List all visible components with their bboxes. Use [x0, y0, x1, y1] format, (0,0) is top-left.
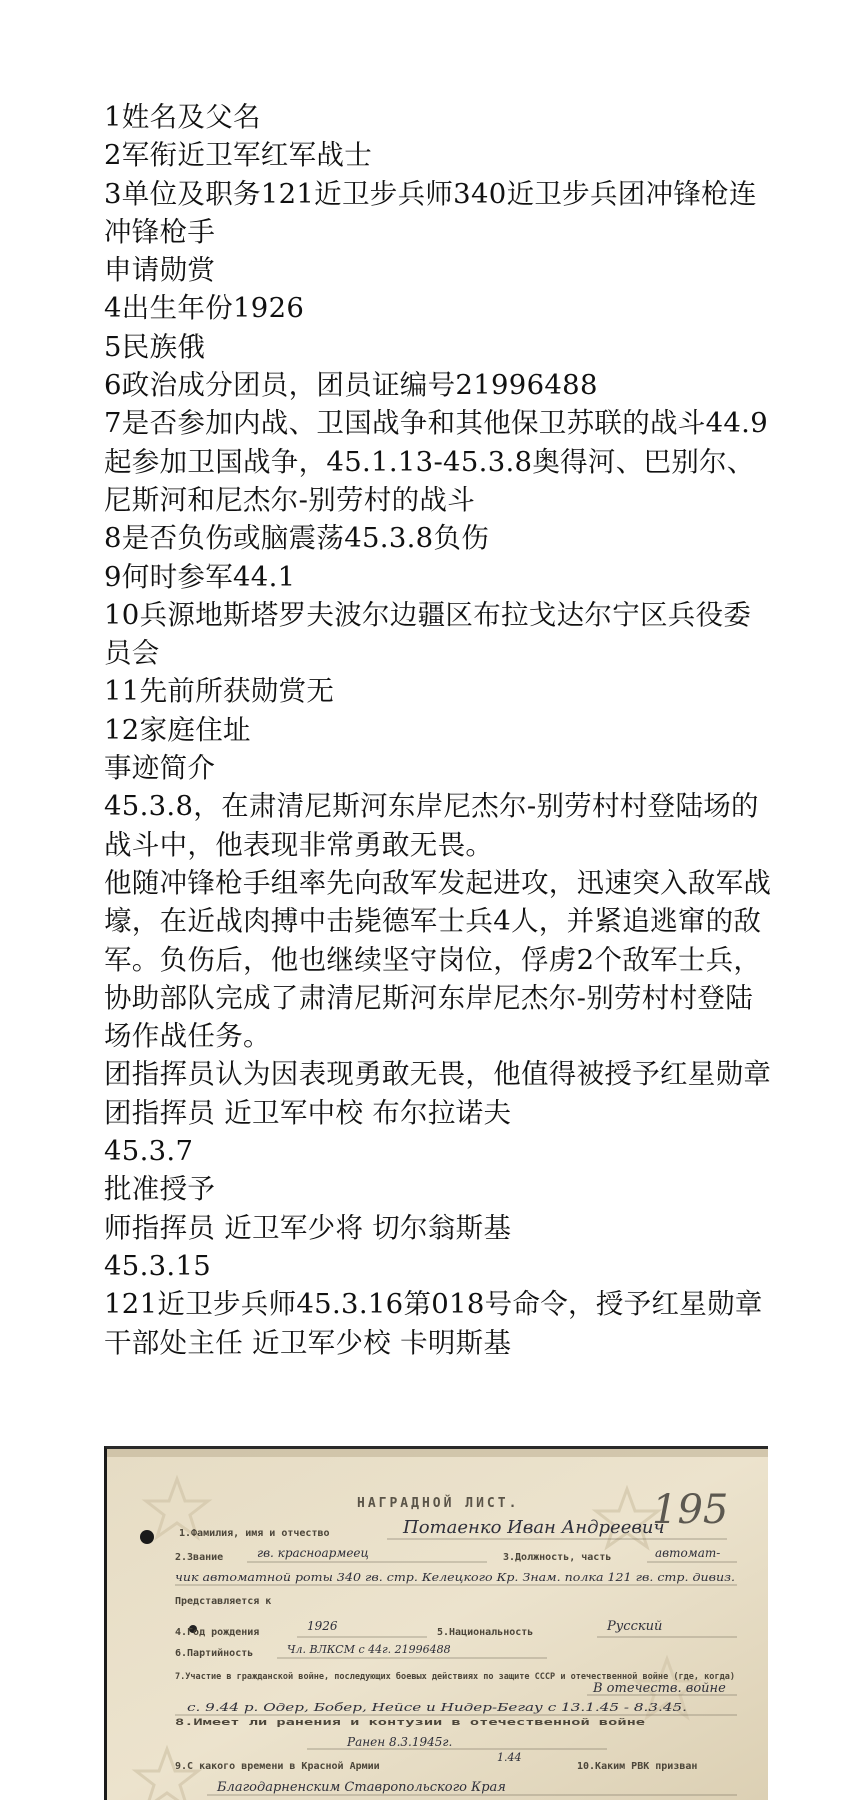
- text-line: 3单位及职务121近卫步兵师340近卫步兵团冲锋枪连冲锋枪手: [104, 177, 757, 248]
- text-line: 事迹简介: [104, 752, 216, 785]
- scan-handwritten-entry: Чл. ВЛКСМ с 44г. 21996488: [287, 1643, 451, 1656]
- text-line: 5民族俄: [104, 330, 206, 363]
- scan-printed-label: 6.Партийность: [175, 1648, 254, 1659]
- text-line: 9何时参军44.1: [104, 560, 296, 593]
- text-line: 2军衔近卫军红军战士: [104, 139, 372, 172]
- scan-handwritten-entry: чик автоматной роты 340 гв. стр. Келецкого Кр. Знам. полка 121 гв. стр. дивиз.: [175, 1571, 735, 1584]
- text-line: 4出生年份1926: [104, 292, 305, 325]
- scan-handwritten-entry: 1.44: [497, 1751, 522, 1764]
- award-sheet-image: [107, 1449, 768, 1800]
- scan-printed-label: 3.Должность, часть: [503, 1552, 612, 1563]
- text-line: 干部处主任 近卫军少校 卡明斯基: [104, 1326, 512, 1359]
- text-line: 121近卫步兵师45.3.16第018号命令，授予红星勋章: [104, 1288, 763, 1321]
- scan-handwritten-entry: Ранен 8.3.1945г.: [347, 1735, 453, 1749]
- text-line: 45.3.8，在肃清尼斯河东岸尼杰尔-别劳村村登陆场的战斗中，他表现非常勇敢无畏。: [104, 790, 759, 861]
- award-sheet-scan: [104, 1446, 768, 1800]
- scan-handwritten-entry: гв. красноармеец: [257, 1546, 369, 1560]
- scan-page-number: 195: [652, 1487, 729, 1533]
- scan-header: НАГРАДНОЙ ЛИСТ.: [357, 1496, 520, 1511]
- scan-handwritten-entry: Благодарненским Ставропольского Края: [217, 1780, 506, 1795]
- scan-printed-label: 10.Каким РВК призван: [577, 1761, 698, 1772]
- text-line: 6政治成分团员，团员证编号21996488: [104, 369, 598, 402]
- text-line: 批准授予: [104, 1173, 216, 1206]
- scan-printed-label: 1.Фамилия, имя и отчество: [179, 1528, 330, 1539]
- scan-handwritten-entry: с. 9.44 р. Одер, Бобер, Нейсе и Нидер-Бегау с 13.1.45 - 8.3.45.: [187, 1701, 687, 1714]
- text-line: 12家庭住址: [104, 713, 251, 746]
- scan-handwritten-entry: автомат-: [655, 1546, 721, 1560]
- text-line: 申请勋赏: [104, 254, 216, 287]
- text-line: 1姓名及父名: [104, 101, 261, 133]
- text-line: 师指挥员 近卫军少将 切尔翁斯基: [104, 1211, 512, 1244]
- text-line: 团指挥员认为因表现勇敢无畏，他值得被授予红星勋章: [104, 1058, 772, 1091]
- scan-printed-label: 5.Национальность: [437, 1627, 534, 1638]
- scan-printed-label: 9.С какого времени в Красной Армии: [175, 1761, 380, 1772]
- scan-handwritten-entry: Потаенко Иван Андреевич: [403, 1517, 665, 1538]
- scan-printed-label: 7.Участие в гражданской войне, последующих боевых действиях по защите СССР и отечественной войне (где, когда): [175, 1672, 766, 1682]
- text-line: 45.3.15: [104, 1249, 212, 1282]
- text-line: 7是否参加内战、卫国战争和其他保卫苏联的战斗44.9起参加卫国战争，45.1.13-45.3.8奥得河、巴别尔、尼斯河和尼杰尔-别劳村的战斗: [104, 407, 769, 516]
- paper-top-edge: [107, 1449, 768, 1457]
- text-line: 10兵源地斯塔罗夫波尔边疆区布拉戈达尔宁区兵役委员会: [104, 598, 752, 670]
- punch-hole: [140, 1530, 154, 1544]
- scan-printed-label: Представляется к: [175, 1596, 272, 1607]
- scan-handwritten-entry: 1926: [307, 1619, 338, 1633]
- text-line: 8是否负伤或脑震荡45.3.8负伤: [104, 522, 490, 555]
- scan-handwritten-entry: Русский: [607, 1619, 663, 1634]
- text-line: 11先前所获勋赏无: [104, 675, 335, 708]
- award-translation-text: [104, 98, 772, 1362]
- scan-printed-label: 8.Имеет ли ранения и контузии в отечественной войне: [175, 1718, 646, 1728]
- text-line: 他随冲锋枪手组率先向敌军发起进攻，迅速突入敌军战壕，在近战肉搏中击毙德军士兵4人，并紧追逃窜的敌军。负伤后，他也继续坚守岗位，俘虏2个敌军士兵，协助部队完成了肃清尼斯河东岸尼杰尔-别劳村村登陆场作战任务。: [104, 866, 772, 1053]
- text-line: 45.3.7: [104, 1135, 194, 1168]
- scan-printed-label: 4.Год рождения: [175, 1627, 260, 1638]
- text-line: 团指挥员 近卫军中校 布尔拉诺夫: [104, 1096, 512, 1129]
- scan-handwritten-entry: В отечеств. войне: [593, 1681, 726, 1696]
- scan-printed-label: 2.Звание: [175, 1552, 224, 1563]
